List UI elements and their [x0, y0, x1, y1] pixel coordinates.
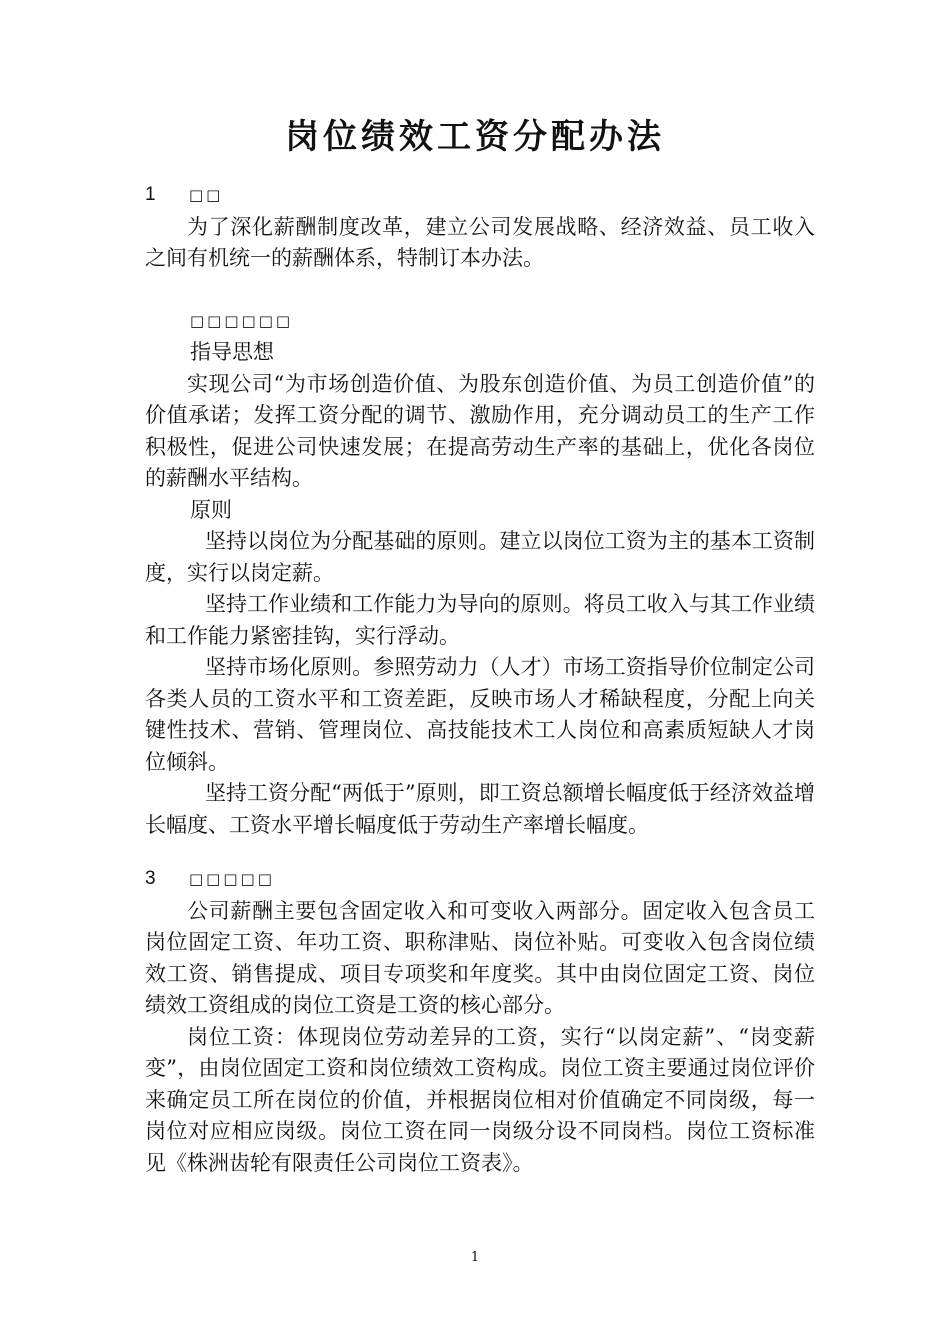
principle-item: 坚持工资分配“两低于”原则，即工资总额增长幅度低于经济效益增长幅度、工资水平增长幅度低于劳动生产率增长幅度。 [145, 781, 815, 837]
principle-item: 坚持以岗位为分配基础的原则。建立以岗位工资为主的基本工资制度，实行以岗定薪。 [145, 529, 815, 585]
page-number: 1 [470, 1250, 480, 1265]
document-title: 岗位绩效工资分配办法 [285, 116, 665, 157]
document-body [145, 178, 815, 1179]
section-3-paragraph: 岗位工资：体现岗位劳动差异的工资，实行“以岗定薪”、“岗变薪变”，由岗位固定工资和岗位绩效工资构成。岗位工资主要通过岗位评价来确定员工所在岗位的价值，并根据岗位相对价值确定不同岗级，每一岗位对应相应岗级。岗位工资在同一岗级分设不同岗档。岗位工资标准见《株洲齿轮有限责任公司岗位工资表》。 [145, 1024, 815, 1175]
section-2-title-glyphs: □□□□□□ [190, 311, 294, 330]
section-3-paragraph: 公司薪酬主要包含固定收入和可变收入两部分。固定收入包含员工岗位固定工资、年功工资、职称津贴、岗位补贴。可变收入包含岗位绩效工资、销售提成、项目专项奖和年度奖。其中由岗位固定工资、岗位绩效工资组成的岗位工资是工资的核心部分。 [145, 898, 815, 1017]
spacer [145, 841, 815, 862]
principle-item: 坚持市场化原则。参照劳动力（人才）市场工资指导价位制定公司各类人员的工资水平和工资差距，反映市场人才稀缺程度，分配上向关键性技术、营销、管理岗位、高技能技术工人岗位和高素质短缺人才岗位倾斜。 [145, 655, 815, 774]
section-1-heading [145, 178, 815, 212]
spacer [145, 275, 815, 306]
guiding-ideology-paragraph: 实现公司“为市场创造价值、为股东创造价值、为员工创造价值”的价值承诺；发挥工资分配的调节、激励作用，充分调动员工的生产工作积极性，促进公司快速发展；在提高劳动生产率的基础上，优化各岗位的薪酬水平结构。 [145, 371, 815, 490]
principles-heading: 原则 [190, 497, 232, 522]
section-3-number: 3 [145, 868, 156, 889]
section-3-title-glyphs: □□□□□ [189, 870, 275, 888]
principle-item: 坚持工作业绩和工作能力为导向的原则。将员工收入与其工作业绩和工作能力紧密挂钩，实行浮动。 [145, 592, 815, 648]
section-1-title-glyphs: □□ [189, 186, 224, 204]
section-1-number: 1 [145, 184, 156, 205]
section-3-heading [145, 862, 815, 896]
section-1-paragraph: 为了深化薪酬制度改革，建立公司发展战略、经济效益、员工收入之间有机统一的薪酬体系，特制订本办法。 [145, 214, 815, 270]
guiding-ideology-heading: 指导思想 [190, 340, 274, 364]
